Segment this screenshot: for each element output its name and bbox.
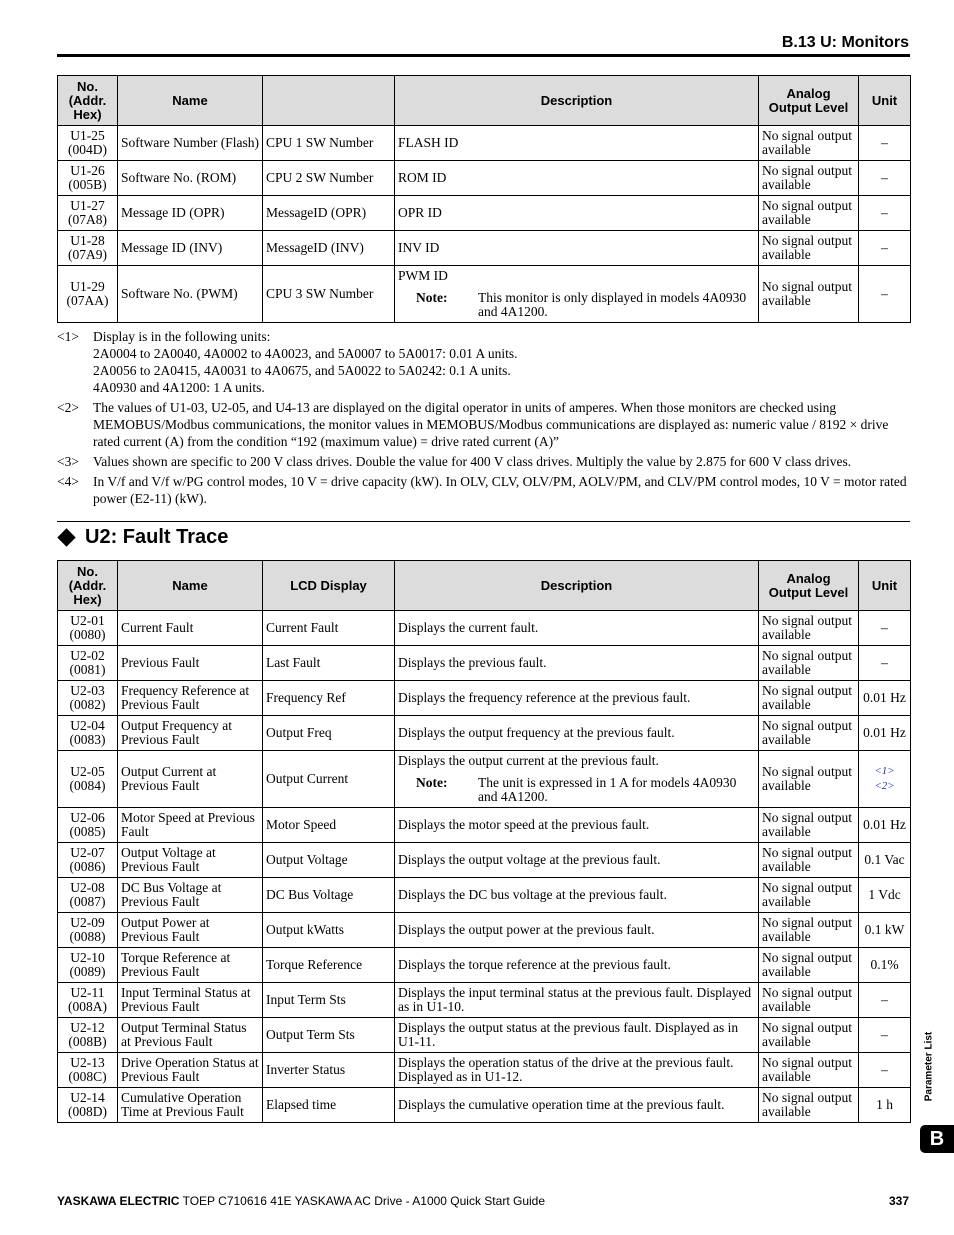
col-header-analog: Analog Output Level [759,561,859,611]
footnote-body [93,453,851,470]
col-header-no: No. (Addr. Hex) [58,76,118,126]
description-text: ROM ID [398,170,447,185]
col-header-name: Name [118,76,263,126]
description-cell [395,611,759,646]
u2-fault-trace-table [57,560,911,1123]
section-header: B.13 U: Monitors [781,34,909,51]
table-row [58,126,911,161]
param-number: U1-27 (07A8) [58,196,118,231]
analog-output-level: No signal output available [759,751,859,808]
description-cell [395,646,759,681]
unit-cell: – [859,1053,911,1088]
description-text: Displays the output frequency at the previous fault. [398,725,675,740]
description-text: Displays the output current at the previous fault. [398,753,659,768]
param-name: Software Number (Flash) [118,126,263,161]
description-text: Displays the current fault. [398,620,539,635]
footnote-item [57,328,910,396]
param-number: U1-28 (07A9) [58,231,118,266]
param-name: DC Bus Voltage at Previous Fault [118,878,263,913]
description-text: Displays the output power at the previous fault. [398,922,655,937]
description-text: Displays the motor speed at the previous fault. [398,817,650,832]
section-rule [57,521,910,522]
description-text: Displays the DC bus voltage at the previous fault. [398,887,667,902]
analog-output-level: No signal output available [759,716,859,751]
footnote-key: <1> [57,329,79,344]
footnote-item [57,453,910,470]
table-row [58,948,911,983]
description-cell [395,716,759,751]
param-number: U2-11 (008A) [58,983,118,1018]
param-number: U2-13 (008C) [58,1053,118,1088]
analog-output-level: No signal output available [759,1053,859,1088]
lcd-display: Input Term Sts [263,983,395,1018]
analog-output-level: No signal output available [759,948,859,983]
analog-output-level: No signal output available [759,161,859,196]
lcd-display: MessageID (INV) [263,231,395,266]
lcd-display: Torque Reference [263,948,395,983]
analog-output-level: No signal output available [759,1018,859,1053]
param-name: Frequency Reference at Previous Fault [118,681,263,716]
description-cell [395,983,759,1018]
lcd-display: Inverter Status [263,1053,395,1088]
analog-output-level: No signal output available [759,1088,859,1123]
analog-output-level: No signal output available [759,196,859,231]
lcd-display: Current Fault [263,611,395,646]
table-row [58,646,911,681]
note-label: Note: [416,775,448,790]
footer-brand: YASKAWA ELECTRIC [57,1194,180,1208]
param-name: Current Fault [118,611,263,646]
footnote-body [93,473,910,507]
footnote-line: In V/f and V/f w/PG control modes, 10 V = drive capacity (kW). In OLV, CLV, OLV/PM, AOLV/PM, and CLV/PM control modes, 10 V = motor rated power (E2-11) (kW). [93,474,907,506]
col-header-description: Description [395,76,759,126]
analog-output-level: No signal output available [759,843,859,878]
unit-cell: 0.1 kW [859,913,911,948]
side-section-label-text: Parameter List [923,1031,935,1102]
param-number: U2-04 (0083) [58,716,118,751]
footnote-line: 2A0004 to 2A0040, 4A0002 to 4A0023, and 5A0007 to 5A0017: 0.01 A units. [93,346,518,361]
footnotes [57,328,910,510]
description-text: OPR ID [398,205,442,220]
lcd-display: Output Freq [263,716,395,751]
table-row [58,878,911,913]
analog-output-level: No signal output available [759,913,859,948]
analog-output-level: No signal output available [759,983,859,1018]
description-cell [395,196,759,231]
section-title [57,526,228,549]
analog-output-level: No signal output available [759,808,859,843]
table-row [58,196,911,231]
unit-cell: – [859,266,911,323]
unit-cell: 0.01 Hz [859,681,911,716]
unit-cell: 0.01 Hz [859,716,911,751]
table-row [58,983,911,1018]
lcd-display: Output Voltage [263,843,395,878]
param-number: U2-12 (008B) [58,1018,118,1053]
lcd-display: Frequency Ref [263,681,395,716]
note-label: Note: [416,290,448,305]
param-number: U2-05 (0084) [58,751,118,808]
description-cell [395,751,759,808]
unit-cell [859,751,911,808]
param-name: Torque Reference at Previous Fault [118,948,263,983]
description-text: Displays the torque reference at the previous fault. [398,957,671,972]
col-header-unit: Unit [859,76,911,126]
description-text: Displays the frequency reference at the previous fault. [398,690,691,705]
description-text: PWM ID [398,268,448,283]
footer [57,1194,545,1208]
unit-cell: – [859,161,911,196]
description-cell [395,1018,759,1053]
param-name: Motor Speed at Previous Fault [118,808,263,843]
param-name: Message ID (INV) [118,231,263,266]
col-header-analog: Analog Output Level [759,76,859,126]
analog-output-level: No signal output available [759,611,859,646]
header-rule [57,54,910,57]
description-cell [395,878,759,913]
lcd-display: Motor Speed [263,808,395,843]
lcd-display: Last Fault [263,646,395,681]
footnote-line: Values shown are specific to 200 V class drives. Double the value for 400 V class drives. Multiply the value by 2.875 for 600 V class drives. [93,454,852,469]
lcd-display: CPU 1 SW Number [263,126,395,161]
unit-cell: 0.01 Hz [859,808,911,843]
unit-cell: – [859,196,911,231]
param-name: Message ID (OPR) [118,196,263,231]
footnote-item [57,399,910,450]
description-cell [395,843,759,878]
param-number: U2-03 (0082) [58,681,118,716]
table-row [58,843,911,878]
param-number: U2-14 (008D) [58,1088,118,1123]
param-number: U2-07 (0086) [58,843,118,878]
lcd-display: Output Term Sts [263,1018,395,1053]
param-number: U2-10 (0089) [58,948,118,983]
footnote-line: Display is in the following units: [93,329,271,344]
param-name: Cumulative Operation Time at Previous Fault [118,1088,263,1123]
analog-output-level: No signal output available [759,231,859,266]
param-number: U2-09 (0088) [58,913,118,948]
col-header-lcd [263,76,395,126]
description-text: Displays the input terminal status at the previous fault. Displayed as in U1-10. [398,985,752,1014]
description-cell [395,161,759,196]
lcd-display: Elapsed time [263,1088,395,1123]
footnote-line: 4A0930 and 4A1200: 1 A units. [93,380,265,395]
col-header-lcd: LCD Display [263,561,395,611]
table-row [58,1088,911,1123]
table-row [58,751,911,808]
param-number: U2-08 (0087) [58,878,118,913]
unit-cell: 1 Vdc [859,878,911,913]
description-cell [395,1088,759,1123]
param-number: U2-06 (0085) [58,808,118,843]
description-cell [395,1053,759,1088]
unit-cell: – [859,611,911,646]
u1-monitor-table [57,75,911,323]
col-header-description: Description [395,561,759,611]
table-row [58,716,911,751]
footer-doc-title: TOEP C710616 41E YASKAWA AC Drive - A1000 Quick Start Guide [182,1194,546,1208]
col-header-unit: Unit [859,561,911,611]
note [416,291,755,319]
lcd-display: CPU 2 SW Number [263,161,395,196]
param-number: U1-26 (005B) [58,161,118,196]
unit-cell: – [859,646,911,681]
unit-cell: 1 h [859,1088,911,1123]
appendix-tab: B [920,1125,954,1153]
lcd-display: CPU 3 SW Number [263,266,395,323]
param-name: Output Power at Previous Fault [118,913,263,948]
note-text: This monitor is only displayed in models 4A0930 and 4A1200. [478,290,747,319]
footnote-body [93,399,910,450]
param-name: Previous Fault [118,646,263,681]
lcd-display: Output Current [263,751,395,808]
analog-output-level: No signal output available [759,878,859,913]
footnote-ref-link[interactable]: <1> [874,765,895,777]
table-row [58,266,911,323]
col-header-no: No. (Addr. Hex) [58,561,118,611]
param-name: Output Voltage at Previous Fault [118,843,263,878]
param-name: Output Frequency at Previous Fault [118,716,263,751]
footnote-body [93,328,518,396]
description-cell [395,231,759,266]
footnote-line: 2A0056 to 2A0415, 4A0031 to 4A0675, and 5A0022 to 5A0242: 0.1 A units. [93,363,511,378]
analog-output-level: No signal output available [759,646,859,681]
page-number: 337 [888,1194,909,1208]
table-row [58,1018,911,1053]
param-number: U1-25 (004D) [58,126,118,161]
unit-cell: – [859,231,911,266]
param-number: U2-02 (0081) [58,646,118,681]
unit-cell: – [859,126,911,161]
footnote-line: The values of U1-03, U2-05, and U4-13 are displayed on the digital operator in units of amperes. When those monitors are checked using MEMOBUS/Modbus communications, the monitor values in MEMOBUS/Modbus communications are displayed as: numeric value / 8192 × drive rated current (A) from the condition “192 (maximum value) = drive rated current (A)” [93,400,889,449]
description-text: Displays the previous fault. [398,655,547,670]
note [416,776,755,804]
table-row [58,681,911,716]
analog-output-level: No signal output available [759,681,859,716]
description-cell [395,948,759,983]
param-name: Software No. (PWM) [118,266,263,323]
param-number: U2-01 (0080) [58,611,118,646]
table-row [58,808,911,843]
analog-output-level: No signal output available [759,266,859,323]
lcd-display: DC Bus Voltage [263,878,395,913]
description-cell [395,808,759,843]
unit-cell: 0.1 Vac [859,843,911,878]
description-text: Displays the output status at the previous fault. Displayed as in U1-11. [398,1020,739,1049]
param-name: Output Terminal Status at Previous Fault [118,1018,263,1053]
description-text: INV ID [398,240,440,255]
section-title-text: U2: Fault Trace [85,526,229,548]
param-name: Input Terminal Status at Previous Fault [118,983,263,1018]
param-name: Software No. (ROM) [118,161,263,196]
param-number: U1-29 (07AA) [58,266,118,323]
description-text: Displays the cumulative operation time at the previous fault. [398,1097,725,1112]
description-text: FLASH ID [398,135,459,150]
table-row [58,231,911,266]
footnote-key: <3> [57,454,79,469]
diamond-bullet-icon [57,528,75,546]
footnote-key: <4> [57,474,79,489]
lcd-display: MessageID (OPR) [263,196,395,231]
side-section-label [919,1027,939,1109]
description-cell [395,681,759,716]
description-cell [395,126,759,161]
note-text: The unit is expressed in 1 A for models 4A0930 and 4A1200. [478,775,737,804]
lcd-display: Output kWatts [263,913,395,948]
description-cell [395,266,759,323]
description-text: Displays the output voltage at the previous fault. [398,852,661,867]
table-row [58,161,911,196]
footnote-item [57,473,910,507]
param-name: Drive Operation Status at Previous Fault [118,1053,263,1088]
table-row [58,1053,911,1088]
param-name: Output Current at Previous Fault [118,751,263,808]
unit-cell: 0.1% [859,948,911,983]
unit-cell: – [859,983,911,1018]
footnote-key: <2> [57,400,79,415]
analog-output-level: No signal output available [759,126,859,161]
footnote-ref-link[interactable]: <2> [874,780,895,792]
col-header-name: Name [118,561,263,611]
table-row [58,913,911,948]
table-row [58,611,911,646]
description-text: Displays the operation status of the drive at the previous fault. Displayed as in U1-12. [398,1055,734,1084]
description-cell [395,913,759,948]
unit-cell: – [859,1018,911,1053]
